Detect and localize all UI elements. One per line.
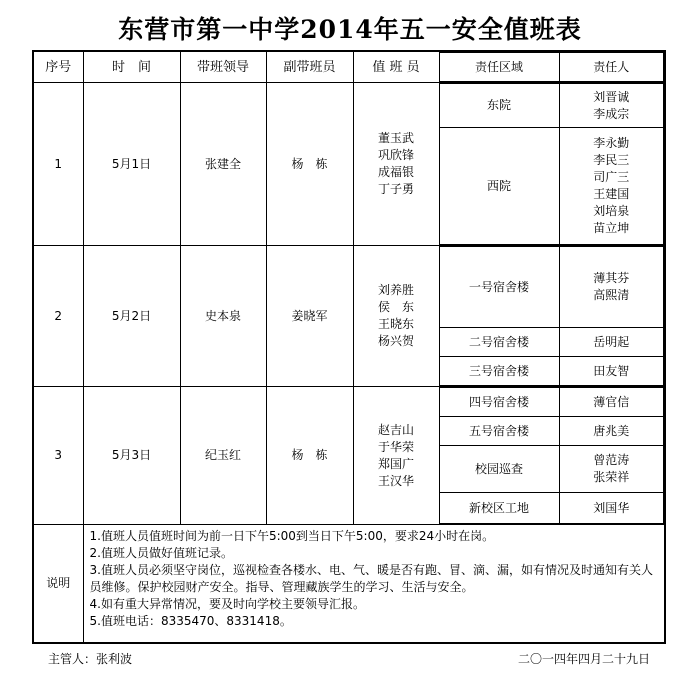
staff-cell [353,83,439,246]
area-name: 二号宿舍楼 [440,328,560,357]
issue-date: 二〇一四年四月二十九日 [517,652,650,666]
table-row [33,246,665,387]
staff-cell [353,246,439,387]
area-people: 刘晋诚 李成宗 [559,84,664,128]
note-item: 4.如有重大异常情况，要及时向学校主要领导汇报。 [89,597,365,611]
area-people: 薄其芬 高熙清 [559,247,664,328]
staff-name: 郑国广 [377,456,414,471]
staff-name: 杨兴贺 [377,334,414,348]
area-name: 五号宿舍楼 [440,417,560,446]
deputy-cell: 杨 栋 [266,83,353,246]
area-name: 四号宿舍楼 [440,388,560,417]
leader-cell: 史本泉 [180,246,266,387]
header-person: 责任人 [559,53,664,82]
area-name: 西院 [440,128,560,245]
area-people: 刘国华 [559,493,664,524]
leader-cell: 张建全 [180,83,266,246]
staff-name: 于华荣 [377,439,414,454]
staff-name: 刘养胜 [377,283,414,297]
responsibility-cell [439,83,665,246]
staff-cell [353,387,439,525]
area-people: 唐兆美 [559,417,664,446]
responsibility-cell [439,246,665,387]
area-people: 薄官信 [559,388,664,417]
header-staff: 值 班 员 [353,51,439,83]
page-title: 东营市第一中学2014年五一安全值班表 [118,15,582,44]
duty-table [32,50,666,644]
area-name: 校园巡查 [440,446,560,493]
note-item: 1.值班人员值班时间为前一日下午5:00到当日下午5:00，要求24小时在岗。 [89,529,495,543]
area-people: 田友智 [559,357,664,386]
table-row [33,387,665,525]
area-name: 一号宿舍楼 [440,247,560,328]
date-cell: 5月2日 [83,246,180,387]
responsibility-cell [439,387,665,525]
seq-cell: 1 [33,83,83,246]
header-leader: 带班领导 [180,51,266,83]
supervisor-label: 主管人：张利波 [48,652,133,666]
header-time: 时 间 [83,51,180,83]
header-deputy: 副带班员 [266,51,353,83]
note-item: 3.值班人员必须坚守岗位，巡视检查各楼水、电、气、暖是否有跑、冒、滴、漏，如有情况及时通知有关人员维修。保护校园财产安全。指导、管理藏族学生的学习、生活与安全。 [89,563,653,594]
staff-name: 丁子勇 [377,182,414,196]
staff-name: 侯 东 [377,300,414,314]
header-area-person [439,51,665,83]
area-name: 新校区工地 [440,493,560,524]
staff-name: 巩欣锋 [377,148,414,162]
header-seq: 序号 [33,51,83,83]
date-cell: 5月3日 [83,387,180,525]
area-name: 三号宿舍楼 [440,357,560,386]
staff-name: 赵吉山 [377,422,414,437]
deputy-cell: 杨 栋 [266,387,353,525]
area-people: 岳明起 [559,328,664,357]
date-cell: 5月1日 [83,83,180,246]
area-name: 东院 [440,84,560,128]
staff-name: 王汉华 [377,473,414,488]
seq-cell: 2 [33,246,83,387]
staff-name: 董玉武 [377,131,414,145]
notes-row [33,525,665,643]
deputy-cell: 姜晓军 [266,246,353,387]
header-row [33,51,665,83]
staff-name: 王晓东 [377,317,414,331]
staff-name: 成福银 [377,165,414,179]
table-row [33,83,665,246]
seq-cell: 3 [33,387,83,525]
notes-content [83,525,665,643]
area-people: 李永勤 李民三 司广三 王建国 刘培泉 苗立坤 [559,128,664,245]
area-people: 曾范涛 张荣祥 [559,446,664,493]
note-item: 5.值班电话：8335470、8331418。 [89,614,292,628]
header-area: 责任区域 [440,53,560,82]
note-item: 2.值班人员做好值班记录。 [89,546,233,560]
notes-label: 说明 [33,525,83,643]
leader-cell: 纪玉红 [180,387,266,525]
